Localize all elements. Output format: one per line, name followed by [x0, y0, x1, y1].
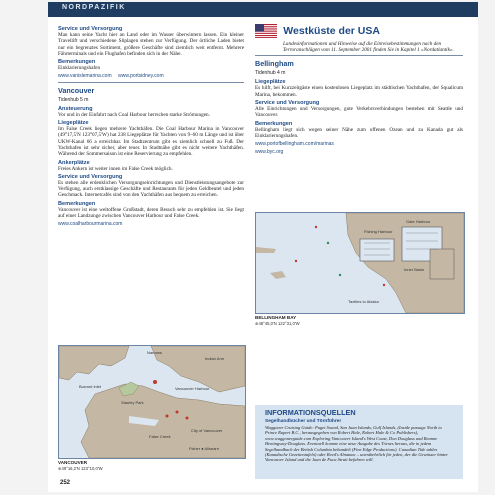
divider: [58, 82, 244, 83]
page-number: 252: [60, 480, 71, 486]
heading-service-2: Service und Versorgung: [58, 173, 123, 180]
map-label-burrard: Burrard Inlet: [79, 384, 102, 389]
heading-ankerplaetze: Ankerplätze: [58, 159, 90, 166]
divider: [255, 55, 463, 56]
header-bar: [48, 2, 478, 17]
text-liegeplaetze-left: Im False Creek liegen mehrere Yachthäfen. Die Coal Harbour Marina in Vancouver (49°17,5'N 123°07,5'W) hat 238 Liegeplätze für Yachten von 9–60 m Länge und ist über UKW-Kanal 66 a erreichbar. Im Stadtzentrum gibt es ziemlich schnell zu Fuß. Der Yachthafen ist sehr sicher, aber teuer. In Stadtnähe gibt es nicht weitere Yachthäfen. Während der Sommersaison ist eine Reservierung zu empfehlen.: [58, 126, 244, 158]
page-title: Westküste der USA: [283, 25, 380, 37]
region-title: NORDPAZIFIK: [62, 4, 126, 11]
map-label-harbour: Vancouver Harbour: [175, 386, 210, 391]
map-label-narrows: Narrows: [147, 350, 162, 355]
map-label-stanley-park: Stanley Park: [121, 400, 144, 405]
info-subtitle: Segelhandbücher und Törnführer: [265, 419, 342, 424]
info-box: [255, 405, 463, 479]
heading-service-right: Service und Versorgung: [255, 100, 320, 106]
text-liegeplaetze-right: Es hilft, bei Kurzzeitgäste einen kostenlosen Liegeplatz im städtischen Yachthafen, der Squalicum Marina, bekommen.: [255, 85, 463, 98]
link-byc[interactable]: www.byc.org: [255, 149, 284, 156]
left-column: [58, 24, 244, 230]
map-label-fishing-harbour: Fishing Harbour: [364, 229, 393, 234]
section-title-bellingham: Bellingham: [255, 59, 294, 69]
right-column: [255, 24, 463, 158]
text-service-1: Man kann seine Yacht hier an Land oder im Wasser überwintern lassen. Ein kleiner Travellift und verschiedene Sliplagen stehen zur Verfügung. Der örtliche Laden bietet nur ein begrenztes Sortiment, größere Geschäfte sind ziemlich weit entfernt. Mehrere Fährterminals und ein Flughafen befinden sich in der Nähe.: [58, 32, 244, 57]
tide-vancouver: Tidenhub 5 m: [58, 96, 89, 103]
link-vanislemarina[interactable]: www.vanislemarina.com: [58, 73, 112, 80]
vancouver-map: [58, 345, 246, 459]
map-label-gate-harbour: Gate Harbour: [406, 219, 431, 224]
bellingham-map-coords: ⊕48°45,0'N 122°31,0'W: [255, 321, 300, 326]
link-coalharbourmarina[interactable]: www.coalharbourmarina.com: [58, 221, 123, 228]
map-label-inner-basin: Inner Basin: [404, 267, 425, 272]
text-service-2: Es stehen alle erdenklichen Versorgungseinrichtungen und Dienstleistungsangebote zur Verfügung, auch erstklassige Geschäfte und Restaurants für jeden Geldbeutel und jeden Geschmack. Internetcafés sind von den Yachthäfen aus bequem zu erreichen.: [58, 179, 244, 199]
usa-flag-icon: [255, 24, 277, 38]
map-label-city: City of Vancouver: [191, 428, 223, 433]
map-label-fisher: Fisher ● Allsearn: [189, 446, 219, 451]
vancouver-map-coords: ⊕49°16,2'N 123°10,0'W: [58, 466, 103, 471]
bellingham-map-drawing: [256, 213, 464, 313]
info-body: Waggoner Cruising Guide: Puget Sound, San Juan Islands, Gulf Islands, (Inside passage North to Prince Rupert B.C., herausgegeben von Robert Hale, Robert Hale & Co Publishers), www.waggonerguide.com Exploring Vancouver Island's West Coast, Don Douglass und Reanne Hemingway-Douglass. Eventuell komme eine neue Ausgabe des Törnes heraus, die in jedem Segelhandbuch der British Columbia behandelt (Fine Edge Productions). Canadian Tide tables (Kanadische Gezeitentafeln) oder Reed's Almanac – unentbehrlich für jeden, der die Gewässer hinter Vancouver Island und die Juan de Fuca Strait befahren will.: [265, 425, 448, 463]
heading-bemerkungen-right: Bemerkungen: [255, 120, 293, 127]
heading-service-1: Service und Versorgung: [58, 26, 123, 32]
text-ansteuerung: Vor und in der Einfahrt nach Coal Harbour herrschen starke Strömungen.: [58, 111, 210, 118]
text-bemerkungen-right: Bellingham liegt sich wegen seiner Nähe zum offenen Ozean und zu Kanada gut als Einklarierungshafen.: [255, 126, 463, 139]
section-title-vancouver: Vancouver: [58, 85, 95, 95]
bellingham-map: [255, 212, 465, 314]
map-label-false-creek: False Creek: [149, 434, 171, 439]
map-label-taxtiles: Taxtiles to Alaska: [348, 299, 379, 304]
map-label-indian-arm: Indian Arm: [205, 356, 225, 361]
link-portofbellingham[interactable]: www.portofbellingham.com/marinas: [255, 141, 334, 148]
text-bemerkungen-2: Vancouver ist eine weltoffene Großstadt, deren Besuch sehr zu empfehlen ist. Sie liegt auf einer Landzunge zwischen Vancouver Harbour und False Creek.: [58, 206, 244, 220]
page: [48, 2, 478, 492]
link-portsidney[interactable]: www.portsidney.com: [118, 73, 164, 80]
info-title: INFORMATIONSQUELLEN: [265, 408, 356, 417]
bellingham-map-caption: BELLINGHAM BAY: [255, 315, 297, 320]
vancouver-map-caption: VANCOUVER: [58, 460, 88, 465]
heading-bemerkungen-2: Bemerkungen: [58, 200, 96, 207]
tide-bellingham: Tidenhub 4 m: [255, 70, 286, 77]
text-ankerplaetze: Freies Ankern ist weiter innen im False Creek möglich.: [58, 165, 173, 172]
heading-liegeplaetze-left: Liegeplätze: [58, 120, 89, 127]
text-service-right: Alle Einrichtungen und Versorgungen, gute Verkehrsverbindungen bestehen mit Seattle und Vancouver.: [255, 106, 463, 119]
heading-ansteuerung: Ansteuerung: [58, 105, 93, 112]
heading-bemerkungen-1: Bemerkungen: [58, 59, 96, 66]
intro-text: Landesinformationen und Hinweise auf die Einreisebestimmungen nach den Terroranschlägen vom 11. September 2001 finden Sie in Kapitel 1 »Nordatlantik«.: [283, 41, 454, 54]
text-bemerkungen-1: Einklarierungshafen: [58, 65, 101, 72]
vancouver-map-drawing: [59, 346, 245, 458]
heading-liegeplaetze-right: Liegeplätze: [255, 79, 286, 86]
